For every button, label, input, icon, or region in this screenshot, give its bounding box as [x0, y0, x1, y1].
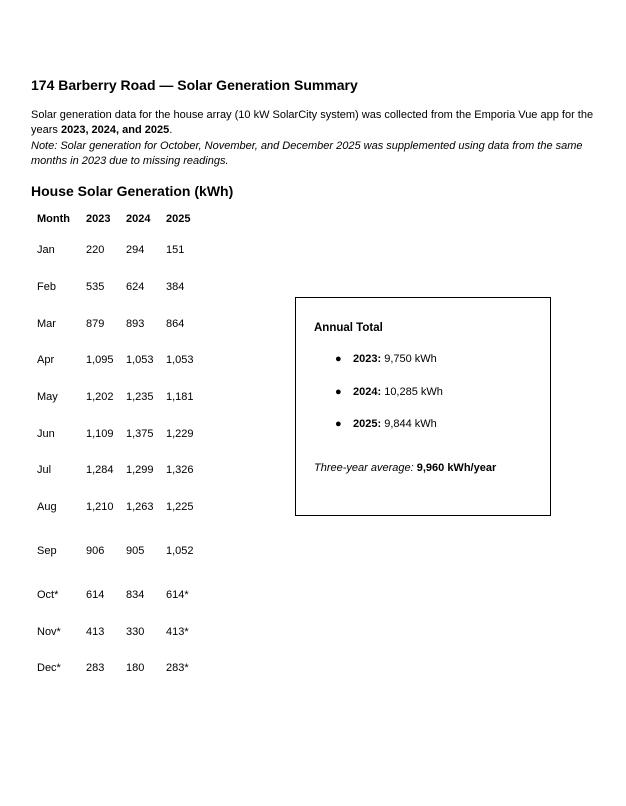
header-2025: 2025: [166, 212, 191, 225]
page-title: 174 Barberry Road — Solar Generation Summary: [31, 77, 358, 93]
annual-total-box: [295, 297, 551, 516]
value-2025-cell: 1,181: [166, 391, 194, 404]
table-row: [31, 489, 206, 526]
list-item: [335, 386, 443, 419]
header-2023: 2023: [86, 212, 111, 225]
annual-year-value: 9,844 kWh: [381, 418, 437, 430]
annual-year-value: 9,750 kWh: [381, 353, 437, 365]
month-cell: Nov*: [37, 625, 61, 638]
value-2025-cell: 151: [166, 244, 185, 257]
header-month: Month: [37, 212, 70, 225]
intro-years: 2023, 2024, and 2025: [60, 123, 170, 136]
list-item: [335, 353, 443, 386]
value-2024-cell: 1,053: [126, 354, 154, 367]
bullet-icon: ●: [335, 385, 342, 398]
intro-end: .: [169, 123, 173, 136]
bullet-icon: ●: [335, 418, 342, 430]
table-row: [31, 452, 206, 489]
value-2025-cell: 864: [166, 317, 185, 330]
bullet-icon: ●: [335, 353, 342, 365]
value-2023-cell: 1,284: [86, 464, 114, 477]
table-row: [31, 269, 206, 306]
value-2025-cell: 1,326: [166, 464, 194, 477]
average-value: 9,960 kWh/year: [416, 462, 497, 474]
average-label: Three-year average:: [314, 462, 414, 474]
value-2024-cell: 624: [126, 281, 145, 294]
month-cell: Aug: [37, 501, 57, 514]
table-row: [31, 526, 206, 577]
value-2024-cell: 905: [126, 545, 145, 557]
month-cell: Oct*: [37, 588, 59, 601]
value-2025-cell: 1,225: [166, 501, 194, 514]
table-row: [31, 379, 206, 416]
value-2024-cell: 1,263: [126, 501, 154, 514]
month-cell: May: [37, 391, 58, 404]
table-row: [31, 305, 206, 342]
value-2023-cell: 220: [86, 244, 105, 257]
value-2025-cell: 1,053: [166, 354, 194, 367]
table-header-row: [31, 205, 206, 232]
value-2023-cell: 413: [86, 625, 105, 638]
value-2025-cell: 1,229: [166, 427, 194, 440]
value-2024-cell: 893: [126, 317, 145, 330]
annual-total-list: [335, 353, 443, 451]
table-row: [31, 613, 206, 650]
list-item: [335, 418, 443, 451]
value-2023-cell: 1,095: [86, 354, 114, 367]
generation-table: [31, 205, 206, 687]
value-2025-cell: 413*: [166, 625, 189, 638]
value-2023-cell: 1,202: [86, 391, 114, 404]
month-cell: Dec*: [37, 662, 61, 675]
table-row: [31, 232, 206, 269]
month-cell: Jun: [37, 427, 55, 440]
value-2025-cell: 614*: [166, 588, 189, 601]
month-cell: Mar: [37, 317, 56, 330]
note-paragraph: Note: Solar generation for October, November, and December 2025 was supplemented using data from the same months in 2023 due to missing readings.: [31, 140, 583, 167]
value-2024-cell: 1,375: [126, 427, 154, 440]
value-2025-cell: 283*: [166, 662, 189, 675]
month-cell: Jan: [37, 244, 55, 257]
value-2024-cell: 1,299: [126, 464, 154, 477]
annual-year-value: 10,285 kWh: [381, 385, 443, 398]
value-2023-cell: 879: [86, 317, 105, 330]
annual-year-label: 2025:: [353, 418, 382, 430]
value-2023-cell: 535: [86, 281, 105, 294]
annual-year-label: 2024:: [353, 385, 382, 398]
table-row: [31, 650, 206, 687]
value-2023-cell: 1,109: [86, 427, 114, 440]
table-row: [31, 415, 206, 452]
value-2023-cell: 614: [86, 588, 105, 601]
value-2023-cell: 906: [86, 545, 105, 557]
month-cell: Sep: [37, 545, 57, 557]
table-row: [31, 577, 206, 614]
intro-text: Solar generation data for the house array (10 kW SolarCity system) was collected from the Emporia Vue app for the years: [31, 109, 594, 136]
month-cell: Apr: [37, 354, 55, 367]
month-cell: Jul: [37, 464, 52, 477]
value-2024-cell: 180: [126, 662, 145, 675]
annual-total-title: Annual Total: [314, 322, 383, 334]
intro-paragraph: [31, 108, 601, 137]
value-2023-cell: 283: [86, 662, 105, 675]
value-2024-cell: 330: [126, 625, 145, 638]
table-title: House Solar Generation (kWh): [31, 183, 234, 199]
value-2023-cell: 1,210: [86, 501, 114, 514]
value-2025-cell: 384: [166, 281, 185, 294]
header-2024: 2024: [126, 212, 151, 225]
three-year-average: [314, 462, 496, 474]
month-cell: Feb: [37, 281, 56, 294]
annual-year-label: 2023:: [353, 353, 382, 365]
value-2024-cell: 834: [126, 588, 145, 601]
value-2024-cell: 294: [126, 244, 145, 257]
table-row: [31, 342, 206, 379]
value-2024-cell: 1,235: [126, 391, 154, 404]
value-2025-cell: 1,052: [166, 545, 194, 557]
